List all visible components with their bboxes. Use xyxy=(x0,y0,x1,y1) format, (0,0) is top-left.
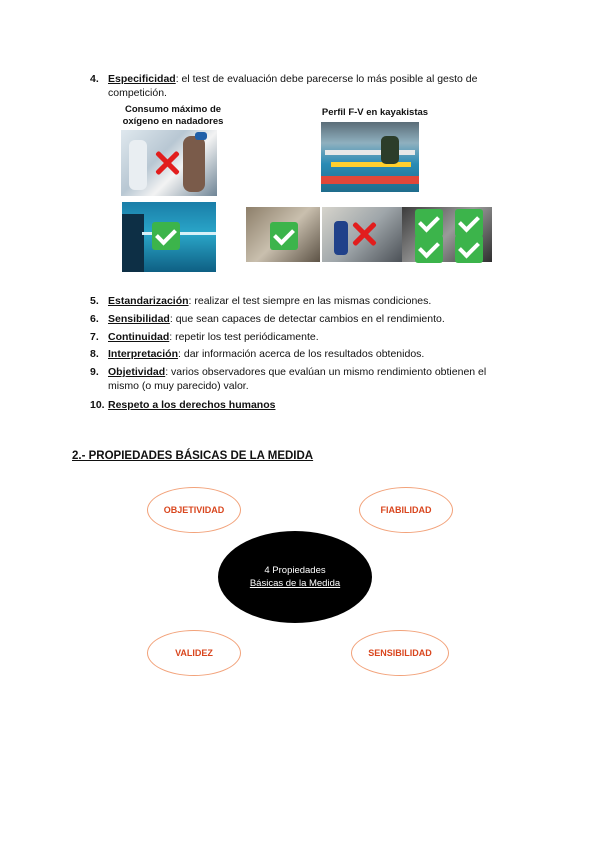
item-text: : el test de evaluación debe parecerse lo más posible al gesto de competición. xyxy=(108,73,478,99)
item-term: Interpretación xyxy=(108,348,179,360)
item-text: : realizar el test siempre en las mismas condiciones. xyxy=(188,295,432,307)
item-number: 6. xyxy=(90,313,99,325)
node-fiabilidad: FIABILIDAD xyxy=(359,487,453,533)
item-number: 10. xyxy=(90,399,105,411)
item-term: Especificidad xyxy=(108,73,176,85)
item-number: 8. xyxy=(90,348,99,360)
item-number: 5. xyxy=(90,295,99,307)
item-number: 4. xyxy=(90,73,99,85)
item-term: Objetividad xyxy=(108,366,166,378)
item-term: Respeto a los derechos humanos xyxy=(108,399,276,411)
caption-swimmers: Consumo máximo de oxígeno en nadadores xyxy=(122,104,224,127)
item-number: 7. xyxy=(90,331,99,343)
item-term: Sensibilidad xyxy=(108,313,170,325)
item-term: Continuidad xyxy=(108,331,170,343)
item-text: : dar información acerca de los resultados obtenidos. xyxy=(178,348,425,360)
node-sensibilidad: SENSIBILIDAD xyxy=(351,630,449,676)
diagram-center xyxy=(218,531,372,623)
node-objetividad: OBJETIVIDAD xyxy=(147,487,241,533)
item-number: 9. xyxy=(90,366,99,378)
center-title-line1: 4 Propiedades xyxy=(264,565,326,576)
section-title: 2.- PROPIEDADES BÁSICAS DE LA MEDIDA xyxy=(72,450,314,462)
node-validez: VALIDEZ xyxy=(147,630,241,676)
item-text: : que sean capaces de detectar cambios en el rendimiento. xyxy=(169,313,445,325)
center-title-line2: Básicas de la Medida xyxy=(249,578,341,589)
caption-kayak: Perfil F-V en kayakistas xyxy=(321,107,429,118)
item-text: : varios observadores que evalúan un mismo rendimiento obtienen el mismo (o muy parecido) valor. xyxy=(108,366,487,392)
item-term: Estandarización xyxy=(108,295,189,307)
item-text: : repetir los test periódicamente. xyxy=(169,331,319,343)
